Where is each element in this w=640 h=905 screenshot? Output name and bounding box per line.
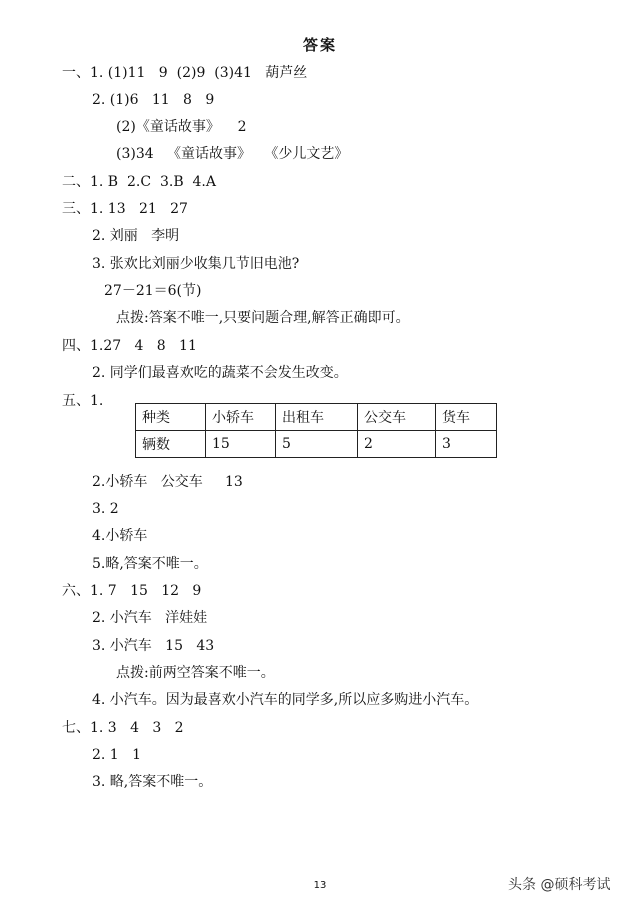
answer-line: 27－21＝6(节) (104, 283, 202, 299)
table-cell: 5 (276, 431, 358, 458)
answer-line: 4. 小汽车。因为最喜欢小汽车的同学多,所以应多购进小汽车。 (92, 692, 479, 708)
table-cell: 公交车 (358, 404, 436, 431)
answer-line: 六、1. 7 15 12 9 (62, 583, 202, 599)
table-cell: 种类 (136, 404, 206, 431)
answer-line: (3)34 《童话故事》 《少儿文艺》 (116, 146, 349, 162)
answer-line: 四、1.27 4 8 11 (62, 338, 197, 354)
answer-line: 五、1. (62, 393, 104, 409)
answer-line: 3. 2 (92, 501, 119, 517)
table-row (136, 404, 497, 431)
table-cell: 15 (206, 431, 276, 458)
table-cell: 2 (358, 431, 436, 458)
vehicle-table (135, 403, 497, 458)
answer-line: 二、1. B 2.C 3.B 4.A (62, 174, 216, 190)
table-row (136, 431, 497, 458)
answer-line: 三、1. 13 21 27 (62, 201, 188, 217)
answer-line: 3. 略,答案不唯一。 (92, 774, 213, 790)
table-cell: 出租车 (276, 404, 358, 431)
table-cell: 3 (436, 431, 497, 458)
answer-line: 4.小轿车 (92, 528, 148, 544)
answer-line: 七、1. 3 4 3 2 (62, 720, 184, 736)
answer-line: 一、1. (1)11 9 (2)9 (3)41 葫芦丝 (62, 65, 308, 81)
answer-line: 2. 小汽车 洋娃娃 (92, 610, 208, 626)
page-number: 13 (313, 880, 327, 891)
hint-line: 点拨:答案不唯一,只要问题合理,解答正确即可。 (116, 310, 410, 326)
answer-line: 2.小轿车 公交车 13 (92, 474, 243, 490)
answer-line: 2. 刘丽 李明 (92, 228, 180, 244)
answer-line: (2)《童话故事》 2 (116, 119, 247, 135)
answer-line: 3. 小汽车 15 43 (92, 638, 215, 654)
hint-line: 点拨:前两空答案不唯一。 (116, 665, 275, 681)
watermark: 头条 @硕科考试 (508, 877, 611, 893)
answer-line: 5.略,答案不唯一。 (92, 556, 208, 572)
answer-line: 2. (1)6 11 8 9 (92, 92, 215, 108)
page-title: 答案 (302, 36, 337, 54)
answer-line: 2. 1 1 (92, 747, 141, 763)
table-cell: 辆数 (136, 431, 206, 458)
answer-line: 3. 张欢比刘丽少收集几节旧电池? (92, 256, 300, 272)
answer-line: 2. 同学们最喜欢吃的蔬菜不会发生改变。 (92, 365, 348, 381)
table-cell: 货车 (436, 404, 497, 431)
table-cell: 小轿车 (206, 404, 276, 431)
